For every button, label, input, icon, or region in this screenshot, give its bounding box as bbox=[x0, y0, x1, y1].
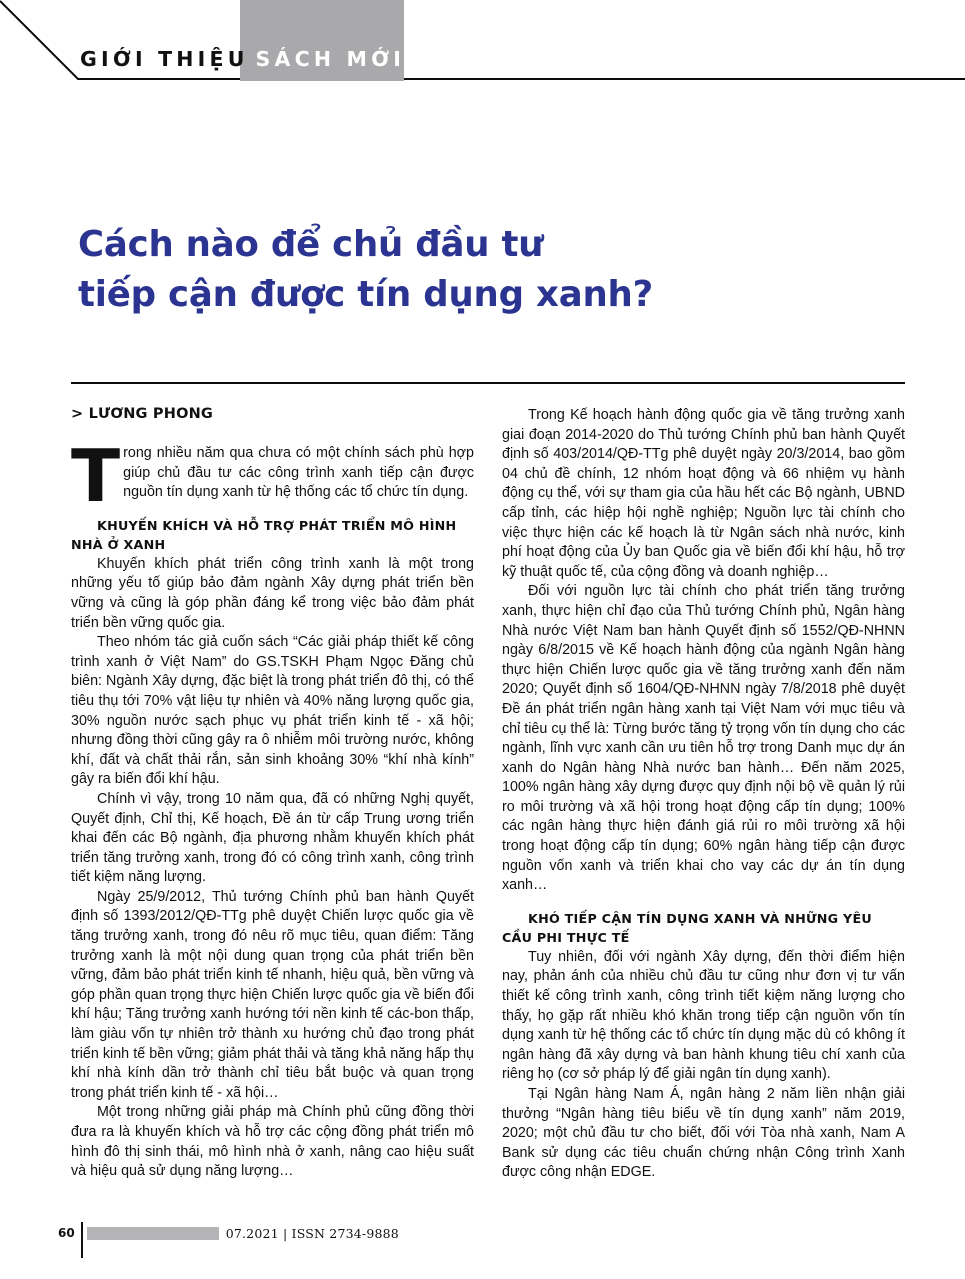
page-number: 60 bbox=[58, 1226, 75, 1240]
paragraph-left-4: Ngày 25/9/2012, Thủ tướng Chính phủ ban hành Quyết định số 1393/2012/QĐ-TTg phê duyệt Chiến lược quốc gia về tăng trưởng xanh, trong đó nêu rõ mục tiêu, quan điểm: Tăng trưởng xanh là một nội dung quan trọng của phát triển bền vững, đảm bảo phát triển kinh tế nhanh, hiệu quả, bền vững và góp phần quan trọng thực hiện Chiến lược quốc gia về biến đổi khí hậu; Tăng trưởng xanh hướng tới nền kinh tế các-bon thấp, làm giàu vốn tự nhiên trở thành xu hướng chủ đạo trong phát triển kinh tế bền vững; giảm phát thải và tăng khả năng hấp thụ khí nhà kính dần trở thành chỉ tiêu bắt buộc và quan trọng trong phát triển kinh tế - xã hội… bbox=[71, 888, 474, 1101]
lead-paragraph bbox=[71, 434, 474, 518]
footer-divider-rule bbox=[81, 1222, 83, 1258]
page-footer bbox=[58, 1222, 399, 1244]
headline-line-2: tiếp cận được tín dụng xanh? bbox=[78, 273, 653, 315]
kicker-primary-label: GIỚI THIỆU bbox=[80, 46, 249, 71]
paragraph-right-2: Đối với nguồn lực tài chính cho phát triển tăng trưởng xanh, thực hiện chỉ đạo của Thủ tướng Chính phủ, Ngân hàng Nhà nước Việt Nam ban hành Quyết định số 1552/QĐ-NHNN ngày 6/8/2015 về Kế hoạch hành động của ngành Ngân hàng thực hiện Chiến lược quốc gia về tăng trưởng xanh đến năm 2020; Quyết định số 1604/QĐ-NHNN ngày 7/8/2018 phê duyệt Đề án phát triển ngân hàng xanh tại Việt Nam với mục tiêu và chỉ tiêu cụ thể là: Từng bước tăng tỷ trọng vốn tín dụng cho các ngành, lĩnh vực xanh cần ưu tiên hỗ trợ trong Danh mục dự án xanh do Ngân hàng Nhà nước ban hành… Đến năm 2025, 100% ngân hàng xây dựng được quy định nội bộ về quản lý rủi ro môi trường và xã hội trong hoạt động cấp tín dụng; 100% các ngân hàng thực hiện đánh giá rủi ro môi trường xã hội trong hoạt động cấp tín dụng; 60% ngân hàng tiếp cận được nguồn vốn xanh và triển khai cho vay các dự án tín dụng xanh… bbox=[502, 583, 905, 894]
drop-cap: T bbox=[71, 434, 121, 518]
paragraph-left-3: Chính vì vậy, trong 10 năm qua, đã có những Nghị quyết, Quyết định, Chỉ thị, Kế hoạch, Đề án từ cấp Trung ương triển khai đến các Bộ ngành, địa phương nhằm khuyến khích phát triển tăng trưởng xanh, trong đó có công trình xanh, công trình tiết kiệm năng lượng. bbox=[71, 790, 474, 886]
page-header-band bbox=[0, 0, 965, 86]
masthead-logo-redacted bbox=[87, 1227, 219, 1240]
paragraph-right-4: Tại Ngân hàng Nam Á, ngân hàng 2 năm liền nhận giải thưởng “Ngân hàng tiêu biểu về tín dụng xanh” năm 2019, 2020; một chủ đầu tư cho biết, đối với Tòa nhà xanh, Nam A Bank sử dụng các tiêu chuẩn chứng nhận Công trình Xanh được công nhận EDGE. bbox=[502, 1086, 905, 1181]
right-column bbox=[502, 406, 905, 1183]
article-body bbox=[71, 406, 905, 1183]
paragraph-right-3: Tuy nhiên, đối với ngành Xây dựng, đến thời điểm hiện nay, phản ánh của nhiều chủ đầu tư cũng như đơn vị tư vấn thiết kế công trình xanh, công trình tiết kiệm năng lượng cho thấy, họ gặp rất nhiều khó khăn trong tiếp cận nguồn vốn tín dụng xanh từ hệ thống các tổ chức tín dụng mặc dù có không ít ngân hàng đã xây dựng và ban hành khung tiêu chí xanh của riêng họ (cơ sở pháp lý để giải ngân tín dụng xanh). bbox=[502, 948, 905, 1083]
author-byline: > LƯƠNG PHONG bbox=[71, 406, 214, 422]
lead-paragraph-text: rong nhiều năm qua chưa có một chính sách phù hợp giúp chủ đầu tư các công trình xanh tiếp cận được nguồn tín dụng xanh từ hệ thống các tổ chức tín dụng. bbox=[123, 445, 474, 501]
content-divider-rule bbox=[71, 382, 905, 384]
paragraph-left-2: Theo nhóm tác giả cuốn sách “Các giải pháp thiết kế công trình xanh ở Việt Nam” do GS.TSKH Phạm Ngọc Đăng chủ biên: Ngành Xây dựng, đặc biệt là trong phát triển đô thị, có thể tiêu thụ tới 70% vật liệu tự nhiên và 40% năng lượng quốc gia, 30% nguồn nước sạch phục vụ phát triển kinh tế - xã hội; nhưng đồng thời cũng gây ra ô nhiễm môi trường nước, không khí, đất và chất thải rắn, sản sinh khoảng 30% “khí nhà kính” gây ra biến đổi khí hậu. bbox=[71, 634, 474, 788]
paragraph-left-1: Khuyến khích phát triển công trình xanh là một trong những yếu tố giúp bảo đảm ngành Xây dựng phát triển bền vững và cũng là góp phần đáng kể trong việc bảo đảm phát triển bền vững quốc gia. bbox=[71, 555, 474, 631]
footer-issue-meta: 07.2021 | ISSN 2734-9888 bbox=[225, 1225, 399, 1241]
section-heading-2: KHÓ TIẾP CẬN TÍN DỤNG XANH VÀ NHỮNG YÊU CẦU PHI THỰC TẾ bbox=[502, 910, 872, 945]
left-column bbox=[71, 406, 474, 1183]
paragraph-right-1: Trong Kế hoạch hành động quốc gia về tăng trưởng xanh giai đoạn 2014-2020 do Thủ tướng Chính phủ ban hành Quyết định số 403/2014/QĐ-TTg phê duyệt ngày 20/3/2014, bao gồm 04 chủ đề chính, 12 nhóm hoạt động và 66 nhiệm vụ hành động cụ thể, với sự tham gia của hầu hết các Bộ ngành, UBND cấp tỉnh, các hiệp hội nghề nghiệp; Nguồn lực tài chính cho việc thực hiện các kế hoạch là từ Ngân sách nhà nước, kinh phí hoạt động của Ủy ban Quốc gia về biến đổi khí hậu, hỗ trợ kỹ thuật quốc tế, của cộng đồng và doanh nghiệp… bbox=[502, 407, 905, 580]
kicker-secondary-label: SÁCH MỚI bbox=[255, 46, 406, 71]
paragraph-left-5: Một trong những giải pháp mà Chính phủ cũng đồng thời đưa ra là khuyến khích và hỗ trợ các cộng đồng phát triển mô hình đô thị sinh thái, mô hình nhà ở xanh, nâng cao hiệu suất và hiệu quả sử dụng năng lượng… bbox=[71, 1104, 474, 1180]
article-headline bbox=[78, 220, 778, 320]
section-heading-1: KHUYẾN KHÍCH VÀ HỖ TRỢ PHÁT TRIỂN MÔ HÌNH NHÀ Ở XANH bbox=[71, 517, 457, 552]
section-kicker bbox=[80, 41, 405, 77]
headline-line-1: Cách nào để chủ đầu tư bbox=[78, 223, 544, 265]
